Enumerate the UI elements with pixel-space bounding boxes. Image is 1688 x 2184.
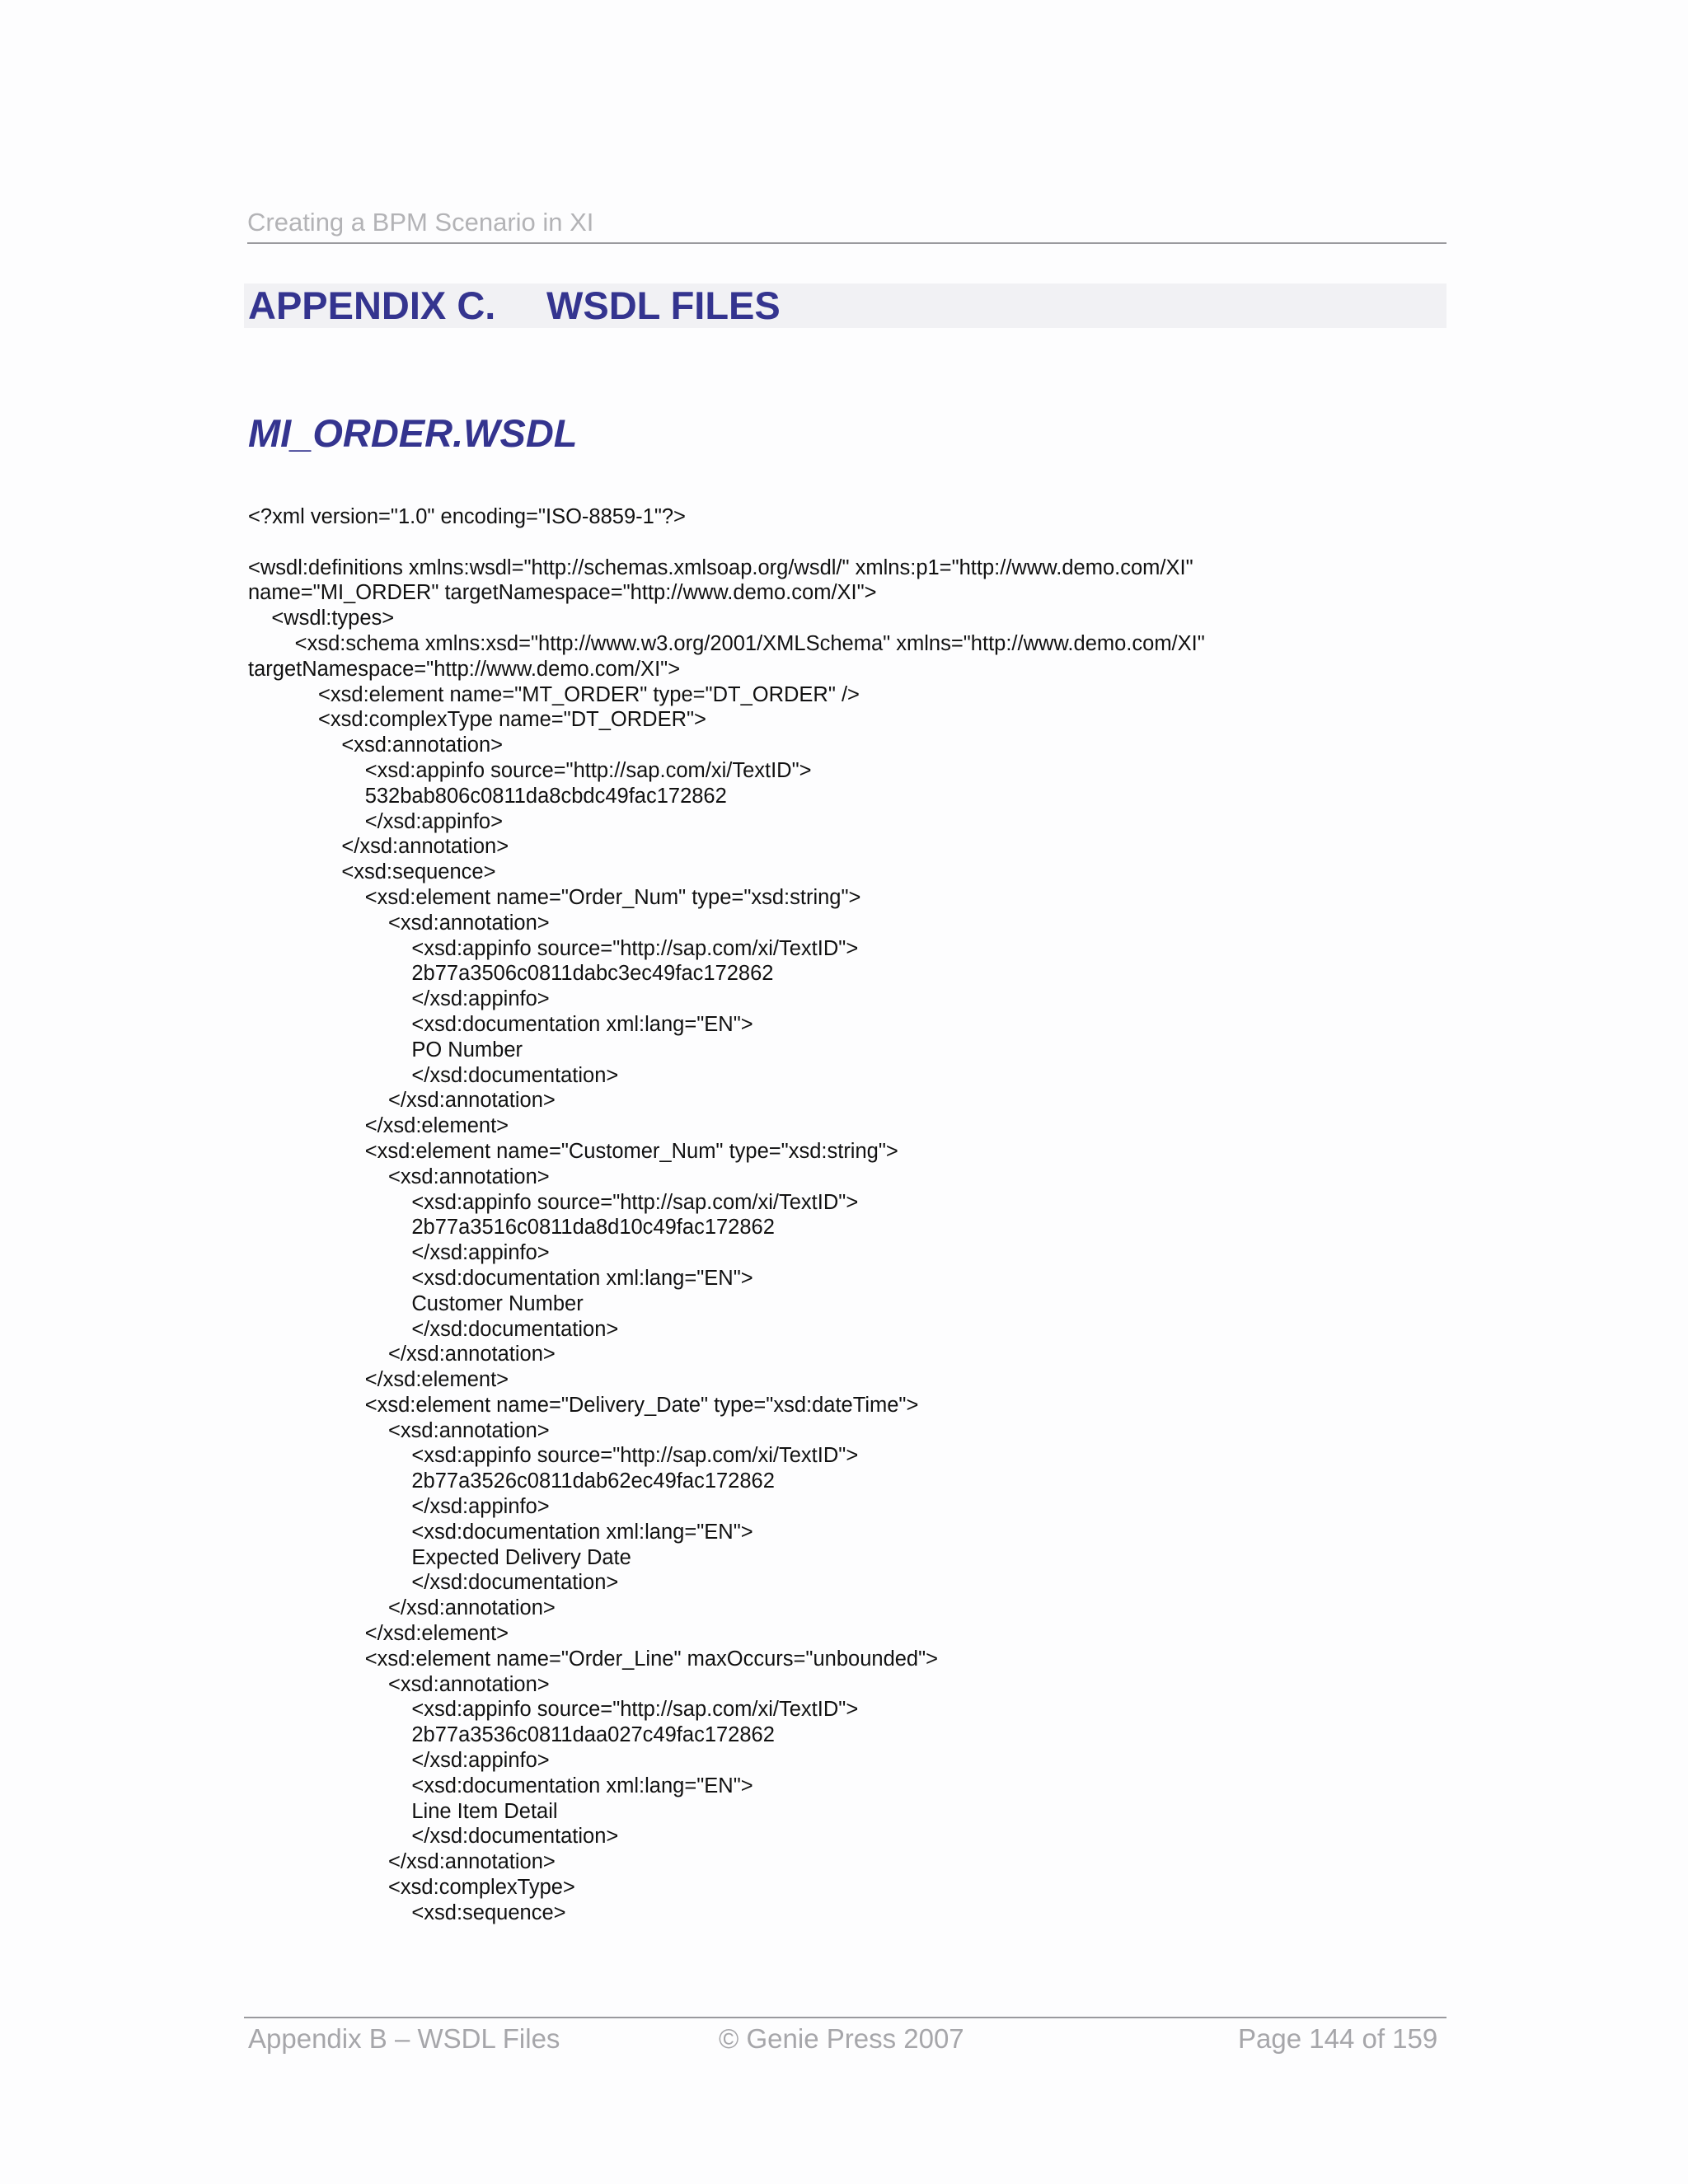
code-line: <xsd:documentation xml:lang="EN"> [248,1012,753,1036]
code-line: </xsd:appinfo> [248,809,503,833]
code-line: <xsd:element name="Delivery_Date" type="xsd:dateTime"> [248,1393,919,1417]
code-line: Line Item Detail [248,1799,558,1823]
code-line: <xsd:appinfo source="http://sap.com/xi/TextID"> [248,1444,859,1468]
code-line: 2b77a3526c0811dab62ec49fac172862 [248,1469,775,1493]
code-line: </xsd:annotation> [248,1089,556,1113]
code-line: <xsd:element name="Order_Line" maxOccurs="unbounded"> [248,1647,939,1671]
code-line: 532bab806c0811da8cbdc49fac172862 [248,784,727,808]
code-line: </xsd:appinfo> [248,1749,550,1773]
code-line: <xsd:annotation> [248,1165,550,1188]
code-line: <xsd:documentation xml:lang="EN"> [248,1266,753,1290]
footer-page-number: Page 144 of 159 [1238,2023,1438,2054]
code-line: 2b77a3516c0811da8d10c49fac172862 [248,1216,775,1240]
code-line: </xsd:documentation> [248,1063,619,1087]
section-title: MI_ORDER.WSDL [248,411,578,455]
code-line: <xsd:complexType name="DT_ORDER"> [248,708,706,732]
code-line: <xsd:annotation> [248,733,504,757]
appendix-heading [248,284,781,328]
code-line: </xsd:appinfo> [248,1495,550,1519]
code-line: <xsd:element name="Order_Num" type="xsd:string"> [248,885,861,909]
wsdl-code-listing [248,504,1451,1926]
code-line: </xsd:element> [248,1622,509,1646]
code-line: </xsd:annotation> [248,1343,556,1366]
footer-chapter: Appendix B – WSDL Files [248,2023,560,2054]
code-line: <?xml version="1.0" encoding="ISO-8859-1"?> [248,505,686,528]
appendix-title: WSDL FILES [546,284,781,327]
code-line: name="MI_ORDER" targetNamespace="http://www.demo.com/XI"> [248,581,877,605]
code-line: <xsd:appinfo source="http://sap.com/xi/TextID"> [248,1698,859,1722]
code-line: PO Number [248,1038,523,1062]
code-line: 2b77a3506c0811dabc3ec49fac172862 [248,962,774,986]
code-line: </xsd:appinfo> [248,1241,550,1265]
code-line: <xsd:annotation> [248,911,550,935]
code-line: Expected Delivery Date [248,1545,631,1569]
running-header: Creating a BPM Scenario in XI [247,206,1447,244]
code-line: <xsd:element name="Customer_Num" type="xsd:string"> [248,1139,898,1163]
code-line: <xsd:appinfo source="http://sap.com/xi/TextID"> [248,936,859,960]
footer-rule [244,2017,1447,2018]
code-line: </xsd:documentation> [248,1317,619,1341]
code-line: <xsd:documentation xml:lang="EN"> [248,1520,753,1544]
code-line: <xsd:appinfo source="http://sap.com/xi/TextID"> [248,1190,859,1214]
code-line: <xsd:sequence> [248,1900,566,1924]
code-line: Customer Number [248,1291,584,1315]
code-line: <xsd:annotation> [248,1418,550,1442]
code-line: <wsdl:definitions xmlns:wsdl="http://schemas.xmlsoap.org/wsdl/" xmlns:p1="http://www.demo.com/XI" [248,555,1193,579]
code-line: </xsd:annotation> [248,1850,556,1874]
code-line: <xsd:complexType> [248,1876,575,1900]
code-line: </xsd:documentation> [248,1571,619,1595]
code-line: </xsd:appinfo> [248,987,550,1011]
code-line: 2b77a3536c0811daa027c49fac172862 [248,1723,775,1747]
code-line [248,530,1451,555]
appendix-label: APPENDIX C. [248,284,496,327]
footer-copyright: © Genie Press 2007 [719,2023,964,2054]
code-line: <xsd:appinfo source="http://sap.com/xi/TextID"> [248,758,812,782]
code-line: </xsd:element> [248,1368,509,1392]
code-line: <wsdl:types> [248,607,395,630]
code-line: <xsd:annotation> [248,1672,550,1696]
code-line: <xsd:documentation xml:lang="EN"> [248,1774,753,1797]
code-line: </xsd:documentation> [248,1825,619,1849]
code-line: targetNamespace="http://www.demo.com/XI"> [248,657,681,681]
code-line: </xsd:annotation> [248,1596,556,1620]
code-line: </xsd:annotation> [248,835,509,859]
code-line: </xsd:element> [248,1114,509,1138]
code-line: <xsd:element name="MT_ORDER" type="DT_ORDER" /> [248,682,860,706]
code-line: <xsd:sequence> [248,860,496,884]
code-line: <xsd:schema xmlns:xsd="http://www.w3.org/2001/XMLSchema" xmlns="http://www.demo.com/XI" [248,631,1205,655]
